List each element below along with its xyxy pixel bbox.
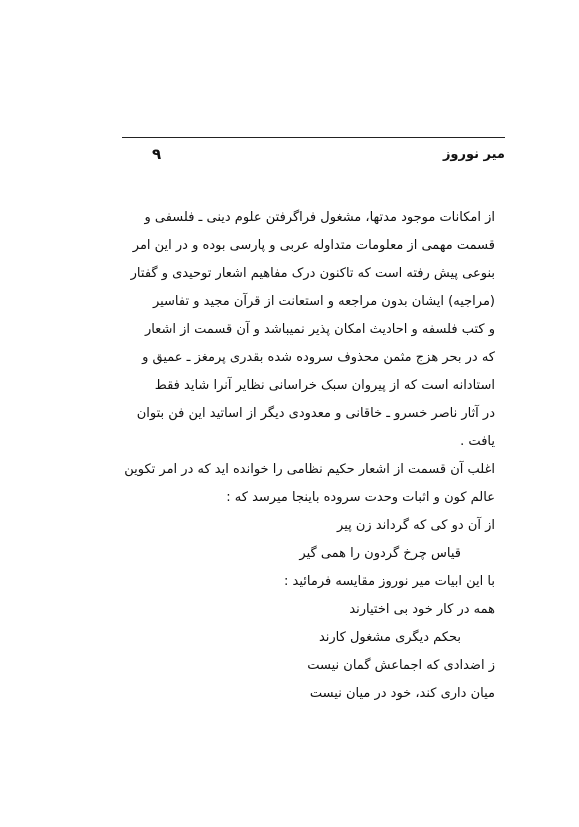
- verse-line: ز اضدادی که اجماعش گمان نیست: [307, 658, 495, 673]
- text-line: اغلب آن قسمت از اشعار حکیم نظامی را خوانده اید که در امر تکوین: [124, 462, 495, 477]
- text-line: یافت .: [460, 434, 495, 449]
- text-line: با این ابیات میر نوروز مقایسه فرمائید :: [284, 574, 495, 589]
- running-header-title: میر نوروز: [442, 147, 505, 162]
- page-number: ۹: [152, 145, 162, 163]
- verse-line: همه در کار خود بی اختیارند: [349, 602, 495, 617]
- text-line: از امکانات موجود مدتها، مشغول فراگرفتن علوم دینی ـ فلسفی و: [144, 210, 495, 225]
- text-line: عالم کون و اثبات وحدت سروده باینجا میرسد که :: [226, 490, 495, 505]
- text-line: که در بحر هزج مثمن محذوف سروده شده بقدری پرمغز ـ عمیق و: [142, 350, 495, 365]
- text-line: بنوعی پیش رفته است که تاکنون درک مفاهیم اشعار توحیدی و گفتار: [130, 266, 495, 281]
- text-line: در آثار ناصر خسرو ـ خاقانی و معدودی دیگر از اساتید این فن بتوان: [136, 406, 495, 421]
- verse-line: میان داری کند، خود در میان نیست: [309, 686, 495, 701]
- text-line: استادانه است که از پیروان سبک خراسانی نظایر آنرا شاید فقط: [154, 378, 495, 393]
- text-line: و کتب فلسفه و احادیث امکان پذیر نمیباشد و آن قسمت از اشعار: [144, 322, 495, 337]
- verse-line: قیاس چرخ گردون را همی گیر: [299, 546, 461, 561]
- text-line: قسمت مهمی از معلومات متداوله عربی و پارسی بوده و در این امر: [132, 238, 495, 253]
- verse-line: از آن دو کی که گرداند زن پیر: [337, 518, 495, 533]
- verse-line: بحکم دیگری مشغول کارند: [318, 630, 461, 645]
- text-line: (مراجیه) ایشان بدون مراجعه و استعانت از قرآن مجید و تفاسیر: [152, 294, 495, 309]
